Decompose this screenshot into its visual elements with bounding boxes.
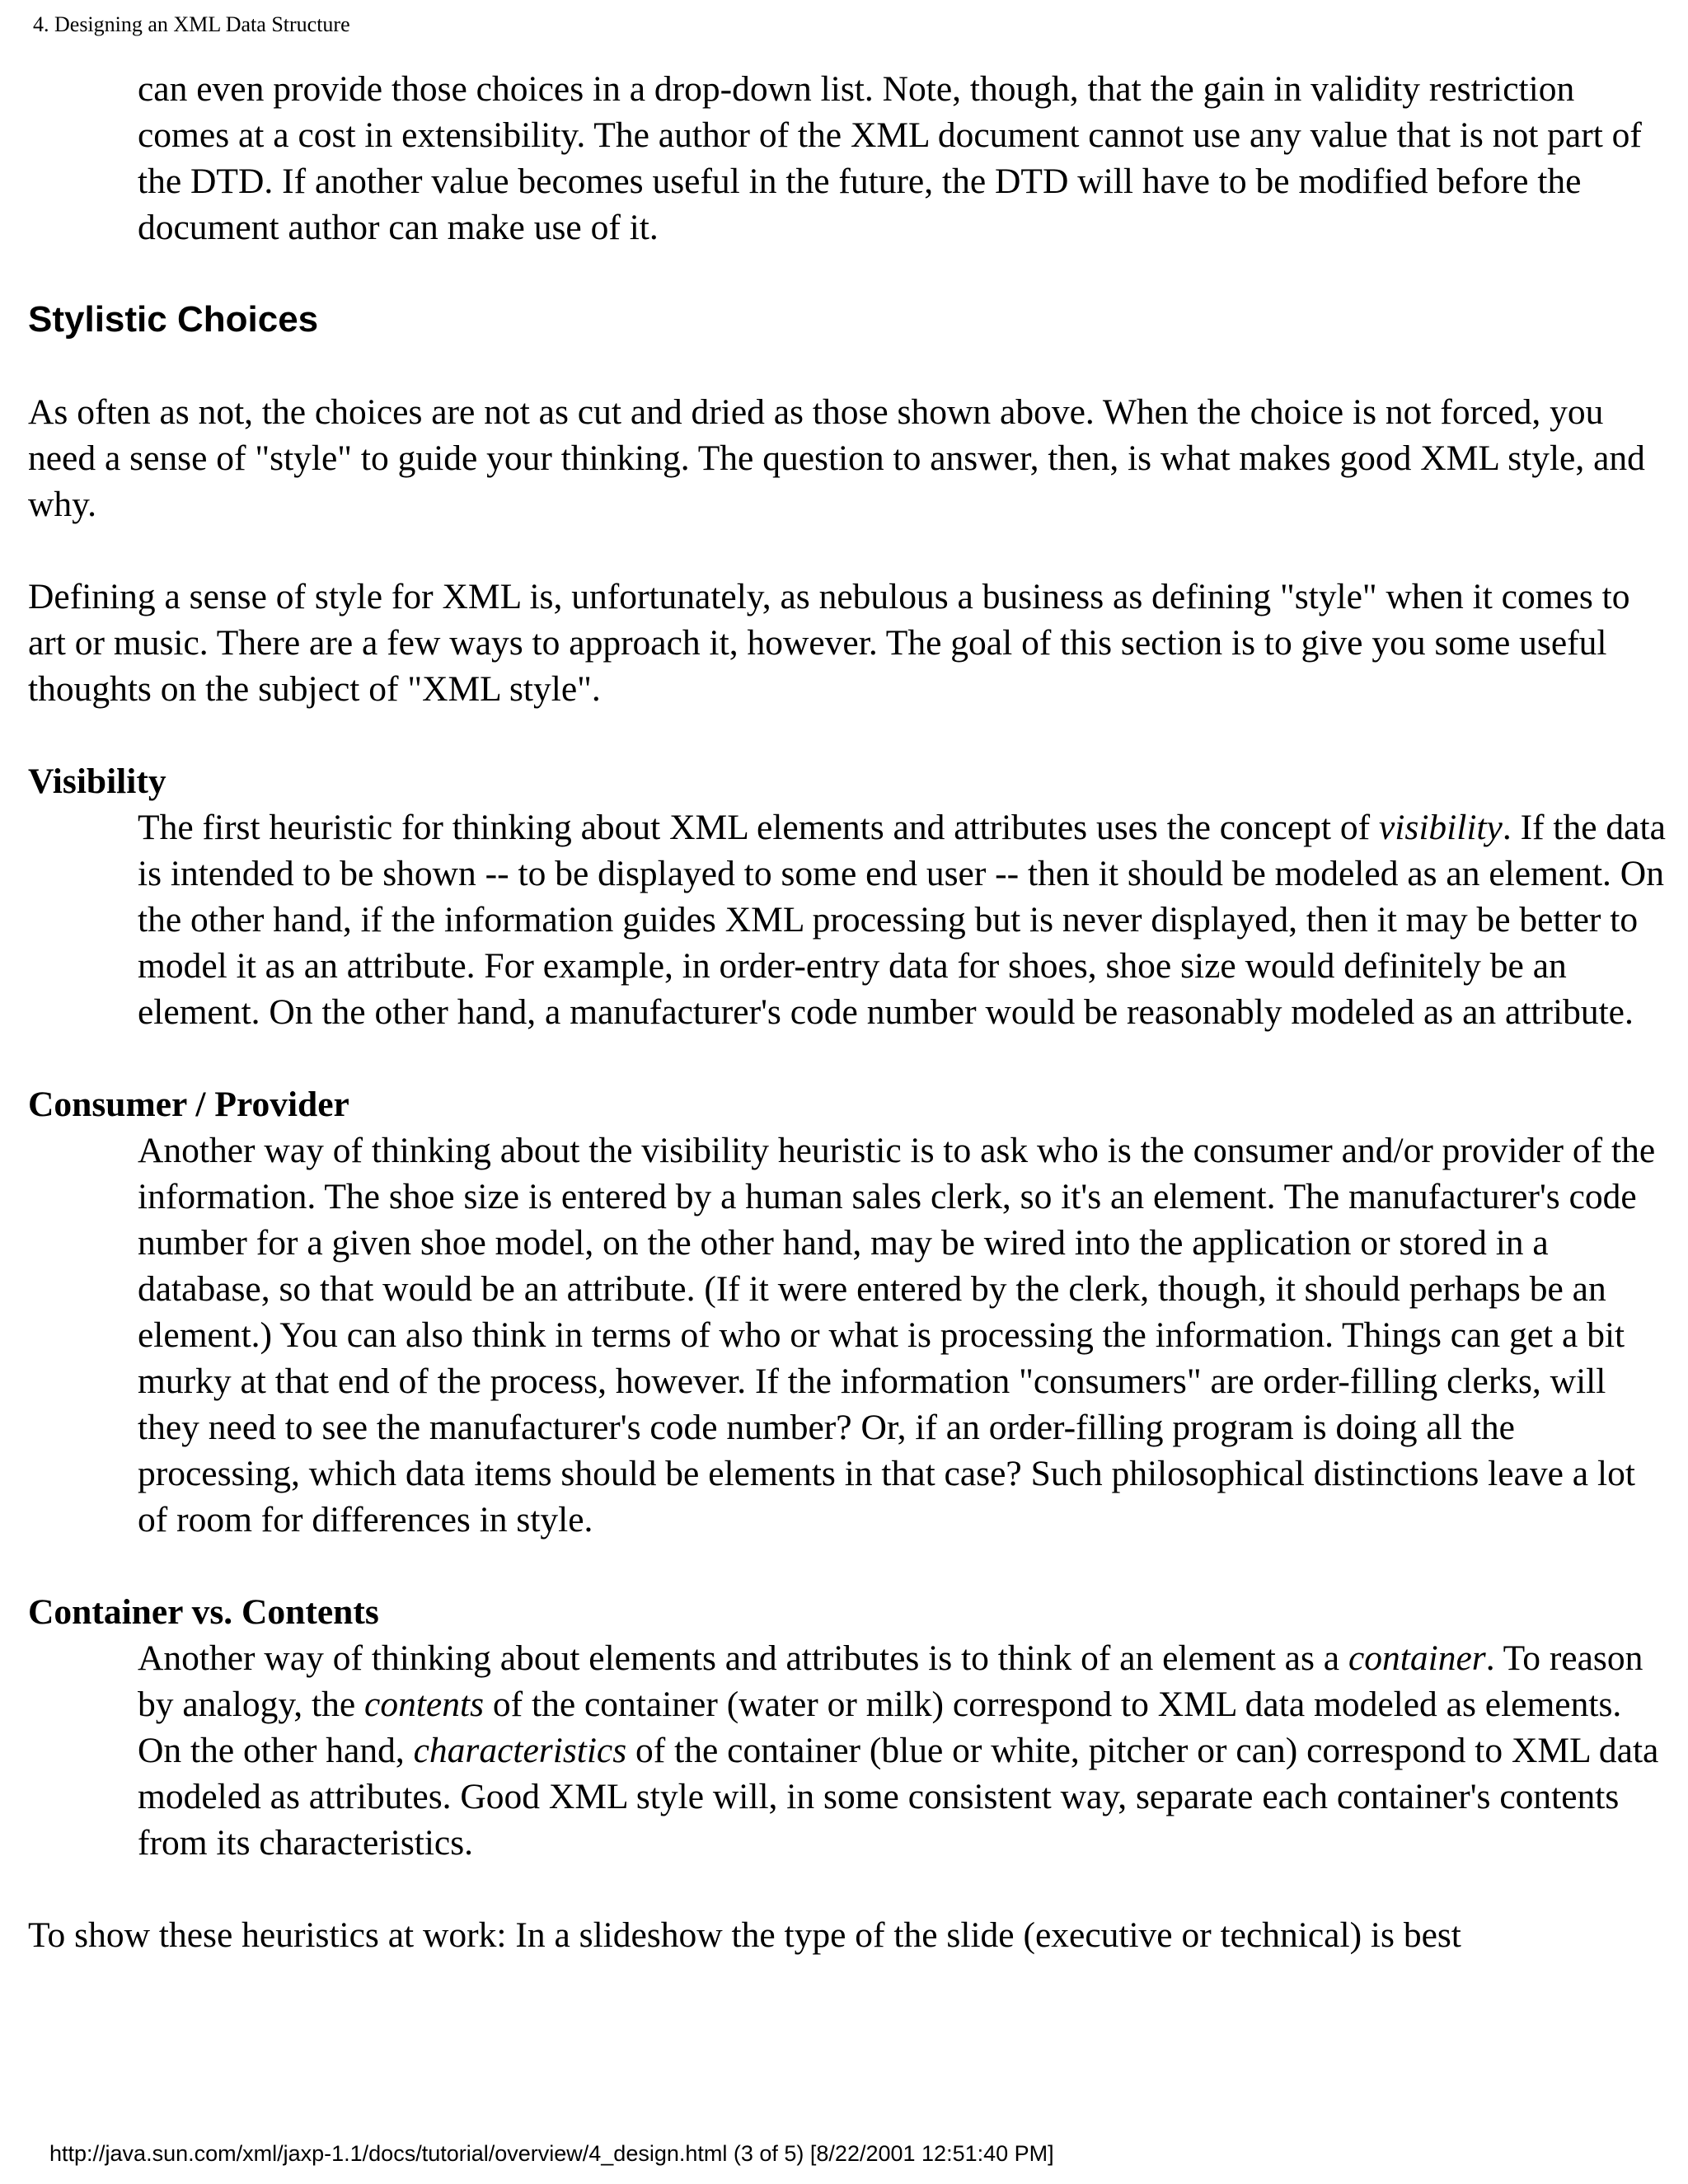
page-footer-url: http://java.sun.com/xml/jaxp-1.1/docs/tutorial/overview/4_design.html (3 of 5) [8/22/2001 12:51:40 PM]: [49, 2141, 1054, 2166]
container-text-part-1: Another way of thinking about elements and attributes is to think of an element as a: [138, 1638, 1348, 1678]
page-header-title: 4. Designing an XML Data Structure: [33, 12, 350, 36]
document-body: [28, 66, 1668, 1958]
definition-consumer-provider: [28, 1081, 1668, 1543]
visibility-text-end: . If the data is intended to be shown -- to be displayed to some end user -- then it should be modeled as an element. On the other hand, if the information guides XML processing but is never displayed, then it may be better to model it as an attribute. For example, in order-entry data for shoes, shoe size would definitely be an element. On the other hand, a manufacturer's code number would be reasonably modeled as an attribute.: [138, 808, 1666, 1032]
definition-visibility: [28, 758, 1668, 1035]
definition-container-contents: [28, 1589, 1668, 1866]
container-emphasis-characteristics: characteristics: [413, 1731, 627, 1770]
term-container-contents: Container vs. Contents: [28, 1592, 379, 1632]
intro-continuation-paragraph: can even provide those choices in a drop-down list. Note, though, that the gain in validity restriction comes at a cost in extensibility. The author of the XML document cannot use any value that is not part of the DTD. If another value becomes useful in the future, the DTD will have to be modified before the document author can make use of it.: [138, 69, 1642, 247]
container-text-part-2: . To reason by analogy, the: [138, 1638, 1643, 1724]
paragraph-style-intro: As often as not, the choices are not as cut and dried as those shown above. When the choice is not forced, you need a sense of "style" to guide your thinking. The question to answer, then, is what makes good XML style, and why.: [28, 392, 1645, 524]
container-emphasis-contents: contents: [364, 1685, 484, 1724]
definition-consumer-provider-text: Another way of thinking about the visibility heuristic is to ask who is the consumer and/or provider of the information. The shoe size is entered by a human sales clerk, so it's an element. The manufacturer's code number for a given shoe model, on the other hand, may be wired into the application or stored in a database, so that would be an attribute. (If it were entered by the clerk, though, it should perhaps be an element.) You can also think in terms of who or what is processing the information. Things can get a bit murky at that end of the process, however. If the information "consumers" are order-filling clerks, will they need to see the manufacturer's code number? Or, if an order-filling program is doing all the processing, which data items should be elements in that case? Such philosophical distinctions leave a lot of room for differences in style.: [138, 1131, 1656, 1540]
term-consumer-provider: Consumer / Provider: [28, 1085, 349, 1124]
definition-visibility-text: [28, 804, 1668, 1035]
visibility-text-start: The first heuristic for thinking about XML elements and attributes uses the concept of: [138, 808, 1379, 847]
container-text-part-3: of the container (water or milk) correspond to XML data modeled as elements. On the other hand,: [138, 1685, 1622, 1770]
paragraph-defining-style: Defining a sense of style for XML is, unfortunately, as nebulous a business as defining "style" when it comes to art or music. There are a few ways to approach it, however. The goal of this section is to give you some useful thoughts on the subject of "XML style".: [28, 577, 1630, 709]
term-visibility: Visibility: [28, 762, 166, 801]
container-emphasis-container: container: [1348, 1638, 1486, 1678]
paragraph-closing: To show these heuristics at work: In a slideshow the type of the slide (executive or technical) is best: [28, 1915, 1461, 1955]
container-text-part-4: of the container (blue or white, pitcher or can) correspond to XML data modeled as attributes. Good XML style will, in some consistent way, separate each container's contents from its characteristics.: [138, 1731, 1659, 1863]
section-heading-stylistic-choices: Stylistic Choices: [28, 299, 319, 340]
definition-container-contents-text: [28, 1635, 1668, 1866]
visibility-emphasis: visibility: [1379, 808, 1503, 847]
